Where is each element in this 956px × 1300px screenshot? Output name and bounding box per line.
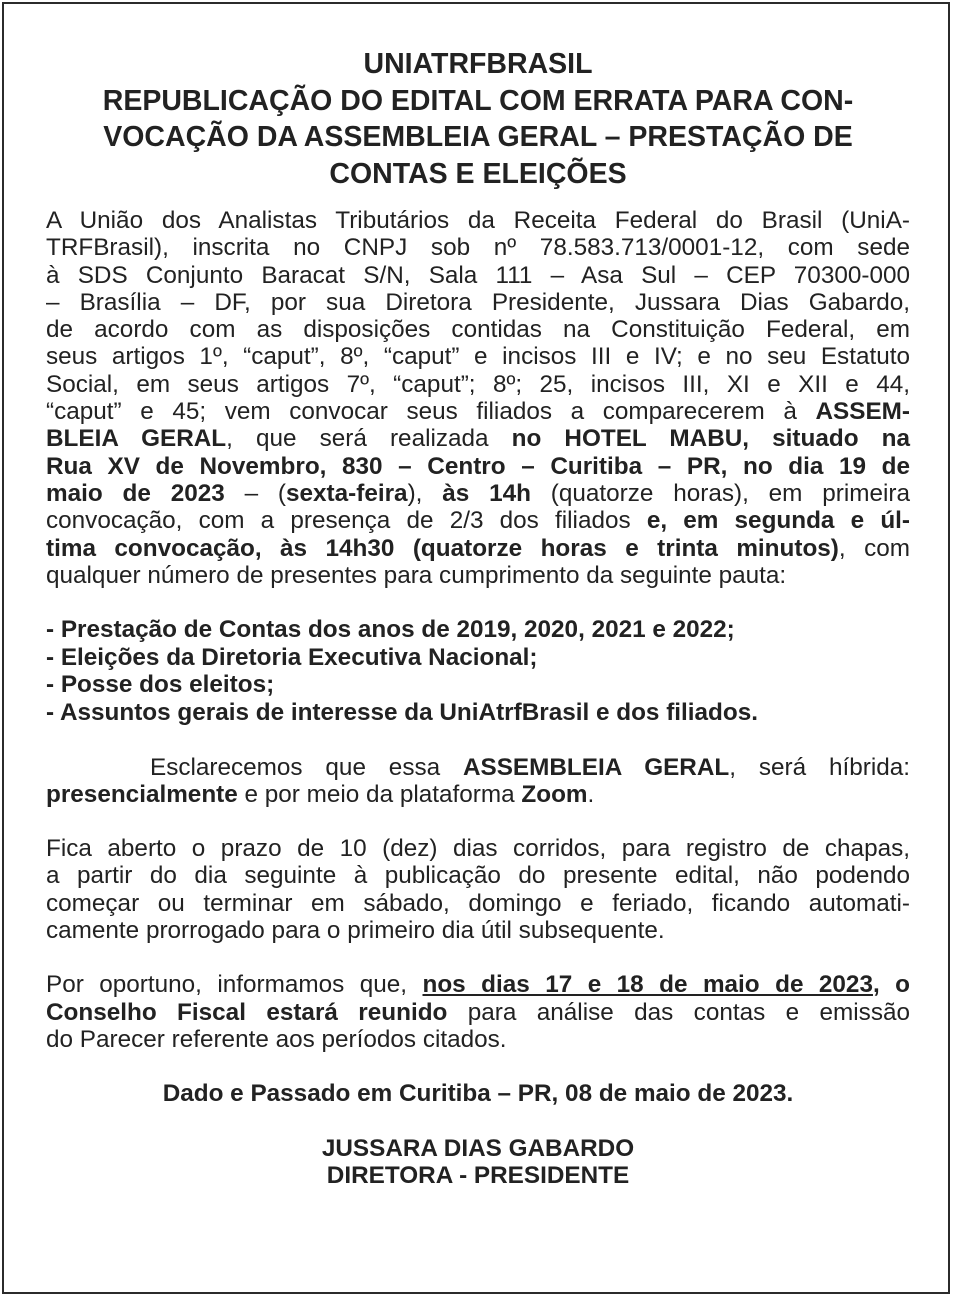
paragraph-gap — [46, 1053, 910, 1080]
text-segment: Esclarecemos que essa — [150, 753, 463, 781]
text-line — [46, 507, 910, 534]
text-segment: “caput” e 45; vem convocar seus filiados a comparecerem à — [46, 398, 816, 426]
text-segment: , que será realizada — [226, 425, 512, 453]
hybrid-paragraph — [46, 754, 910, 809]
signature-block — [46, 1135, 910, 1190]
text-line — [46, 781, 910, 808]
text-segment-bold: no HOTEL MABU, situado na — [511, 425, 910, 453]
paragraph-gap — [46, 589, 910, 616]
text-segment-bold: às 14h — [442, 479, 531, 507]
organization-name: UNIATRFBRASIL — [363, 48, 593, 80]
paragraph-gap — [46, 944, 910, 971]
text-segment: , com — [838, 534, 910, 562]
registration-paragraph — [46, 835, 910, 944]
signatory-name: JUSSARA DIAS GABARDO — [321, 1134, 635, 1162]
title-line: VOCAÇÃO DA ASSEMBLEIA GERAL – PRESTAÇÃO DE — [103, 121, 853, 153]
agenda-item: - Assuntos gerais de interesse da UniAtrfBrasil e dos filiados. — [46, 698, 759, 726]
text-segment-bold: presencialmente — [46, 780, 238, 808]
council-paragraph — [46, 971, 910, 1053]
text-line — [46, 754, 910, 781]
signatory-role: DIRETORA - PRESIDENTE — [326, 1162, 630, 1189]
text-line: de acordo com as disposições contidas na Constituição Federal, em — [46, 316, 910, 344]
text-line: Social, em seus artigos 7º, “caput”; 8º; 25, incisos III, XI e XII e 44, — [46, 370, 910, 398]
text-line: qualquer número de presentes para cumprimento da seguinte pauta: — [46, 561, 787, 589]
text-line — [46, 480, 910, 507]
text-segment: ), — [407, 479, 443, 507]
text-segment: convocação, com a presença de 2/3 dos filiados — [46, 507, 647, 535]
paragraph-gap — [46, 1108, 910, 1135]
text-line — [46, 999, 910, 1026]
text-line: Fica aberto o prazo de 10 (dez) dias corridos, para registro de chapas, — [46, 835, 910, 863]
text-segment: (quatorze horas), em primeira — [530, 479, 910, 507]
paragraph-gap — [46, 727, 910, 754]
notice-content — [46, 46, 910, 1190]
text-segment-bold: maio de 2023 — [46, 479, 225, 507]
title-line: CONTAS E ELEIÇÕES — [329, 157, 627, 190]
text-line: seus artigos 1º, “caput”, 8º, “caput” e incisos III e IV; e no seu Estatuto — [46, 343, 910, 371]
text-segment: – ( — [224, 479, 286, 507]
text-segment-bold: e, em segunda e úl- — [646, 507, 910, 535]
text-line — [46, 535, 910, 562]
date-place-line: Dado e Passado em Curitiba – PR, 08 de maio de 2023. — [162, 1080, 794, 1108]
text-segment-bold: ASSEMBLEIA GERAL — [462, 753, 730, 781]
agenda-item: - Eleições da Diretoria Executiva Nacional; — [46, 643, 538, 671]
text-line — [46, 398, 910, 425]
text-segment-bold: Conselho Fiscal estará reunido — [46, 998, 448, 1026]
text-segment: Por oportuno, informamos que, — [46, 971, 423, 999]
text-line: A União dos Analistas Tributários da Receita Federal do Brasil (UniA- — [46, 207, 910, 234]
text-segment-bold: sexta-feira — [286, 479, 408, 507]
text-segment: , será híbrida: — [729, 753, 910, 781]
notice-body — [46, 207, 910, 1190]
agenda-list — [46, 616, 910, 726]
agenda-item: - Prestação de Contas dos anos de 2019, 2020, 2021 e 2022; — [46, 616, 735, 644]
notice-header — [46, 46, 910, 192]
text-line: a partir do dia seguinte à publicação do presente edital, não podendo — [46, 862, 910, 890]
text-segment-bold: ASSEM- — [815, 398, 910, 426]
text-line: do Parecer referente aos períodos citados. — [46, 1025, 507, 1053]
text-line: TRFBrasil), inscrita no CNPJ sob nº 78.583.713/0001-12, com sede — [46, 234, 910, 262]
text-line — [46, 971, 910, 998]
title-line: REPUBLICAÇÃO DO EDITAL COM ERRATA PARA CON- — [102, 84, 854, 117]
text-segment: para análise das contas e emissão — [447, 998, 910, 1026]
text-line-bold: Rua XV de Novembro, 830 – Centro – Curitiba – PR, no dia 19 de — [46, 452, 910, 480]
text-line: camente prorrogado para o primeiro dia útil subsequente. — [46, 917, 665, 945]
text-line: – Brasília – DF, por sua Diretora Presidente, Jussara Dias Gabardo, — [46, 288, 910, 316]
paragraph-gap — [46, 808, 910, 835]
text-line: começar ou terminar em sábado, domingo e feriado, ficando automati- — [46, 889, 910, 917]
text-segment: . — [587, 780, 595, 808]
convocation-paragraph — [46, 207, 910, 589]
text-segment-underlined: nos dias 17 e 18 de maio de 2023 — [422, 971, 873, 999]
agenda-item: - Posse dos eleitos; — [46, 671, 275, 699]
text-segment-bold: BLEIA GERAL — [46, 425, 227, 453]
text-segment-bold: tima convocação, às 14h30 (quatorze horas e trinta minutos) — [46, 534, 839, 562]
text-segment: e por meio da plataforma — [237, 780, 522, 808]
text-line — [46, 425, 910, 452]
text-segment-bold: , o — [872, 971, 911, 999]
text-segment-bold: Zoom — [521, 780, 588, 808]
text-line: à SDS Conjunto Baracat S/N, Sala 111 – Asa Sul – CEP 70300-000 — [46, 261, 910, 289]
